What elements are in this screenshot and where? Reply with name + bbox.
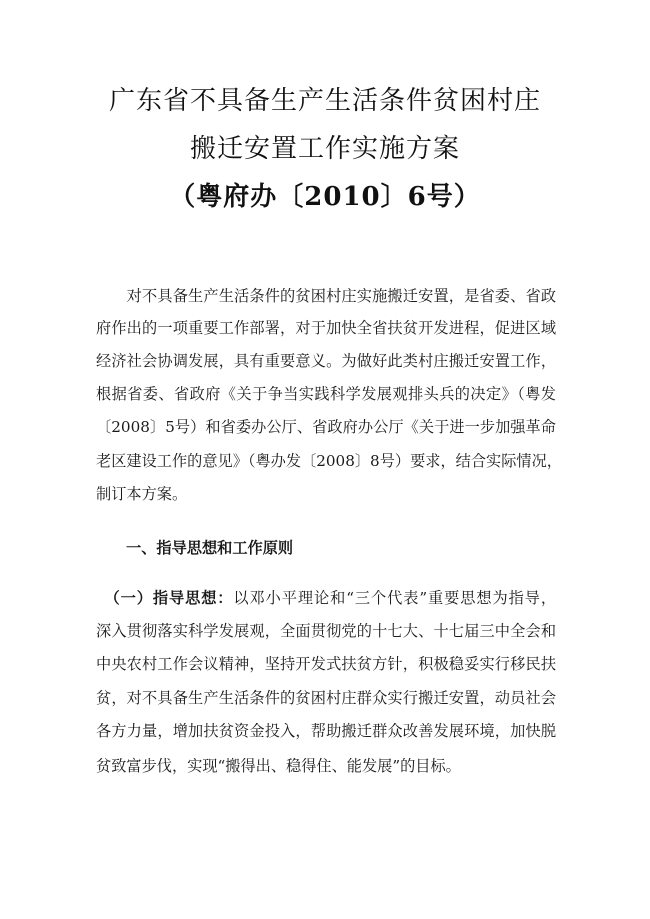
subsection-first-line-text: 以邓小平理论和“三个代表”重要思想为指导， — [233, 589, 557, 607]
intro-line: 制订本方案。 — [96, 485, 188, 503]
subsection-line: 各方力量，增加扶贫资金投入，帮助搬迁群众改善发展环境，加快脱 — [96, 722, 556, 740]
intro-line: 对不具备生产生活条件的贫困村庄实施搬迁安置，是省委、省政 — [96, 287, 556, 305]
intro-line: 经济社会协调发展，具有重要意义。为做好此类村庄搬迁安置工作， — [96, 352, 556, 370]
intro-line: 根据省委、省政府《关于争当实践科学发展观排头兵的决定》（粤发 — [96, 385, 556, 403]
document-number: （粤府办〔2010〕6号） — [169, 182, 481, 212]
intro-line: 府作出的一项重要工作部署，对于加快全省扶贫开发进程，促进区域 — [96, 319, 556, 337]
subsection-first-line — [96, 588, 556, 608]
intro-line: 老区建设工作的意见》（粤办发〔2008〕8号）要求，结合实际情况， — [96, 452, 562, 470]
document-title-line-1: 广东省不具备生产生活条件贫困村庄 — [108, 86, 541, 116]
subsection-line: 中央农村工作会议精神，坚持开发式扶贫方针，积极稳妥实行移民扶 — [96, 655, 556, 673]
subsection-line: 贫致富步伐，实现“搬得出、稳得住、能发展”的目标。 — [96, 757, 461, 775]
intro-line: 〔2008〕5号）和省委办公厅、省政府办公厅《关于进一步加强革命 — [96, 418, 556, 436]
subsection-line: 深入贯彻落实科学发展观，全面贯彻党的十七大、十七届三中全会和 — [96, 622, 556, 640]
subsection-lead: （一）指导思想： — [112, 589, 234, 607]
subsection-line: 贫，对不具备生产生活条件的贫困村庄群众实行搬迁安置，动员社会 — [96, 689, 556, 707]
document-title-line-2: 搬迁安置工作实施方案 — [189, 134, 460, 164]
section-heading: 一、指导思想和工作原则 — [126, 539, 294, 557]
